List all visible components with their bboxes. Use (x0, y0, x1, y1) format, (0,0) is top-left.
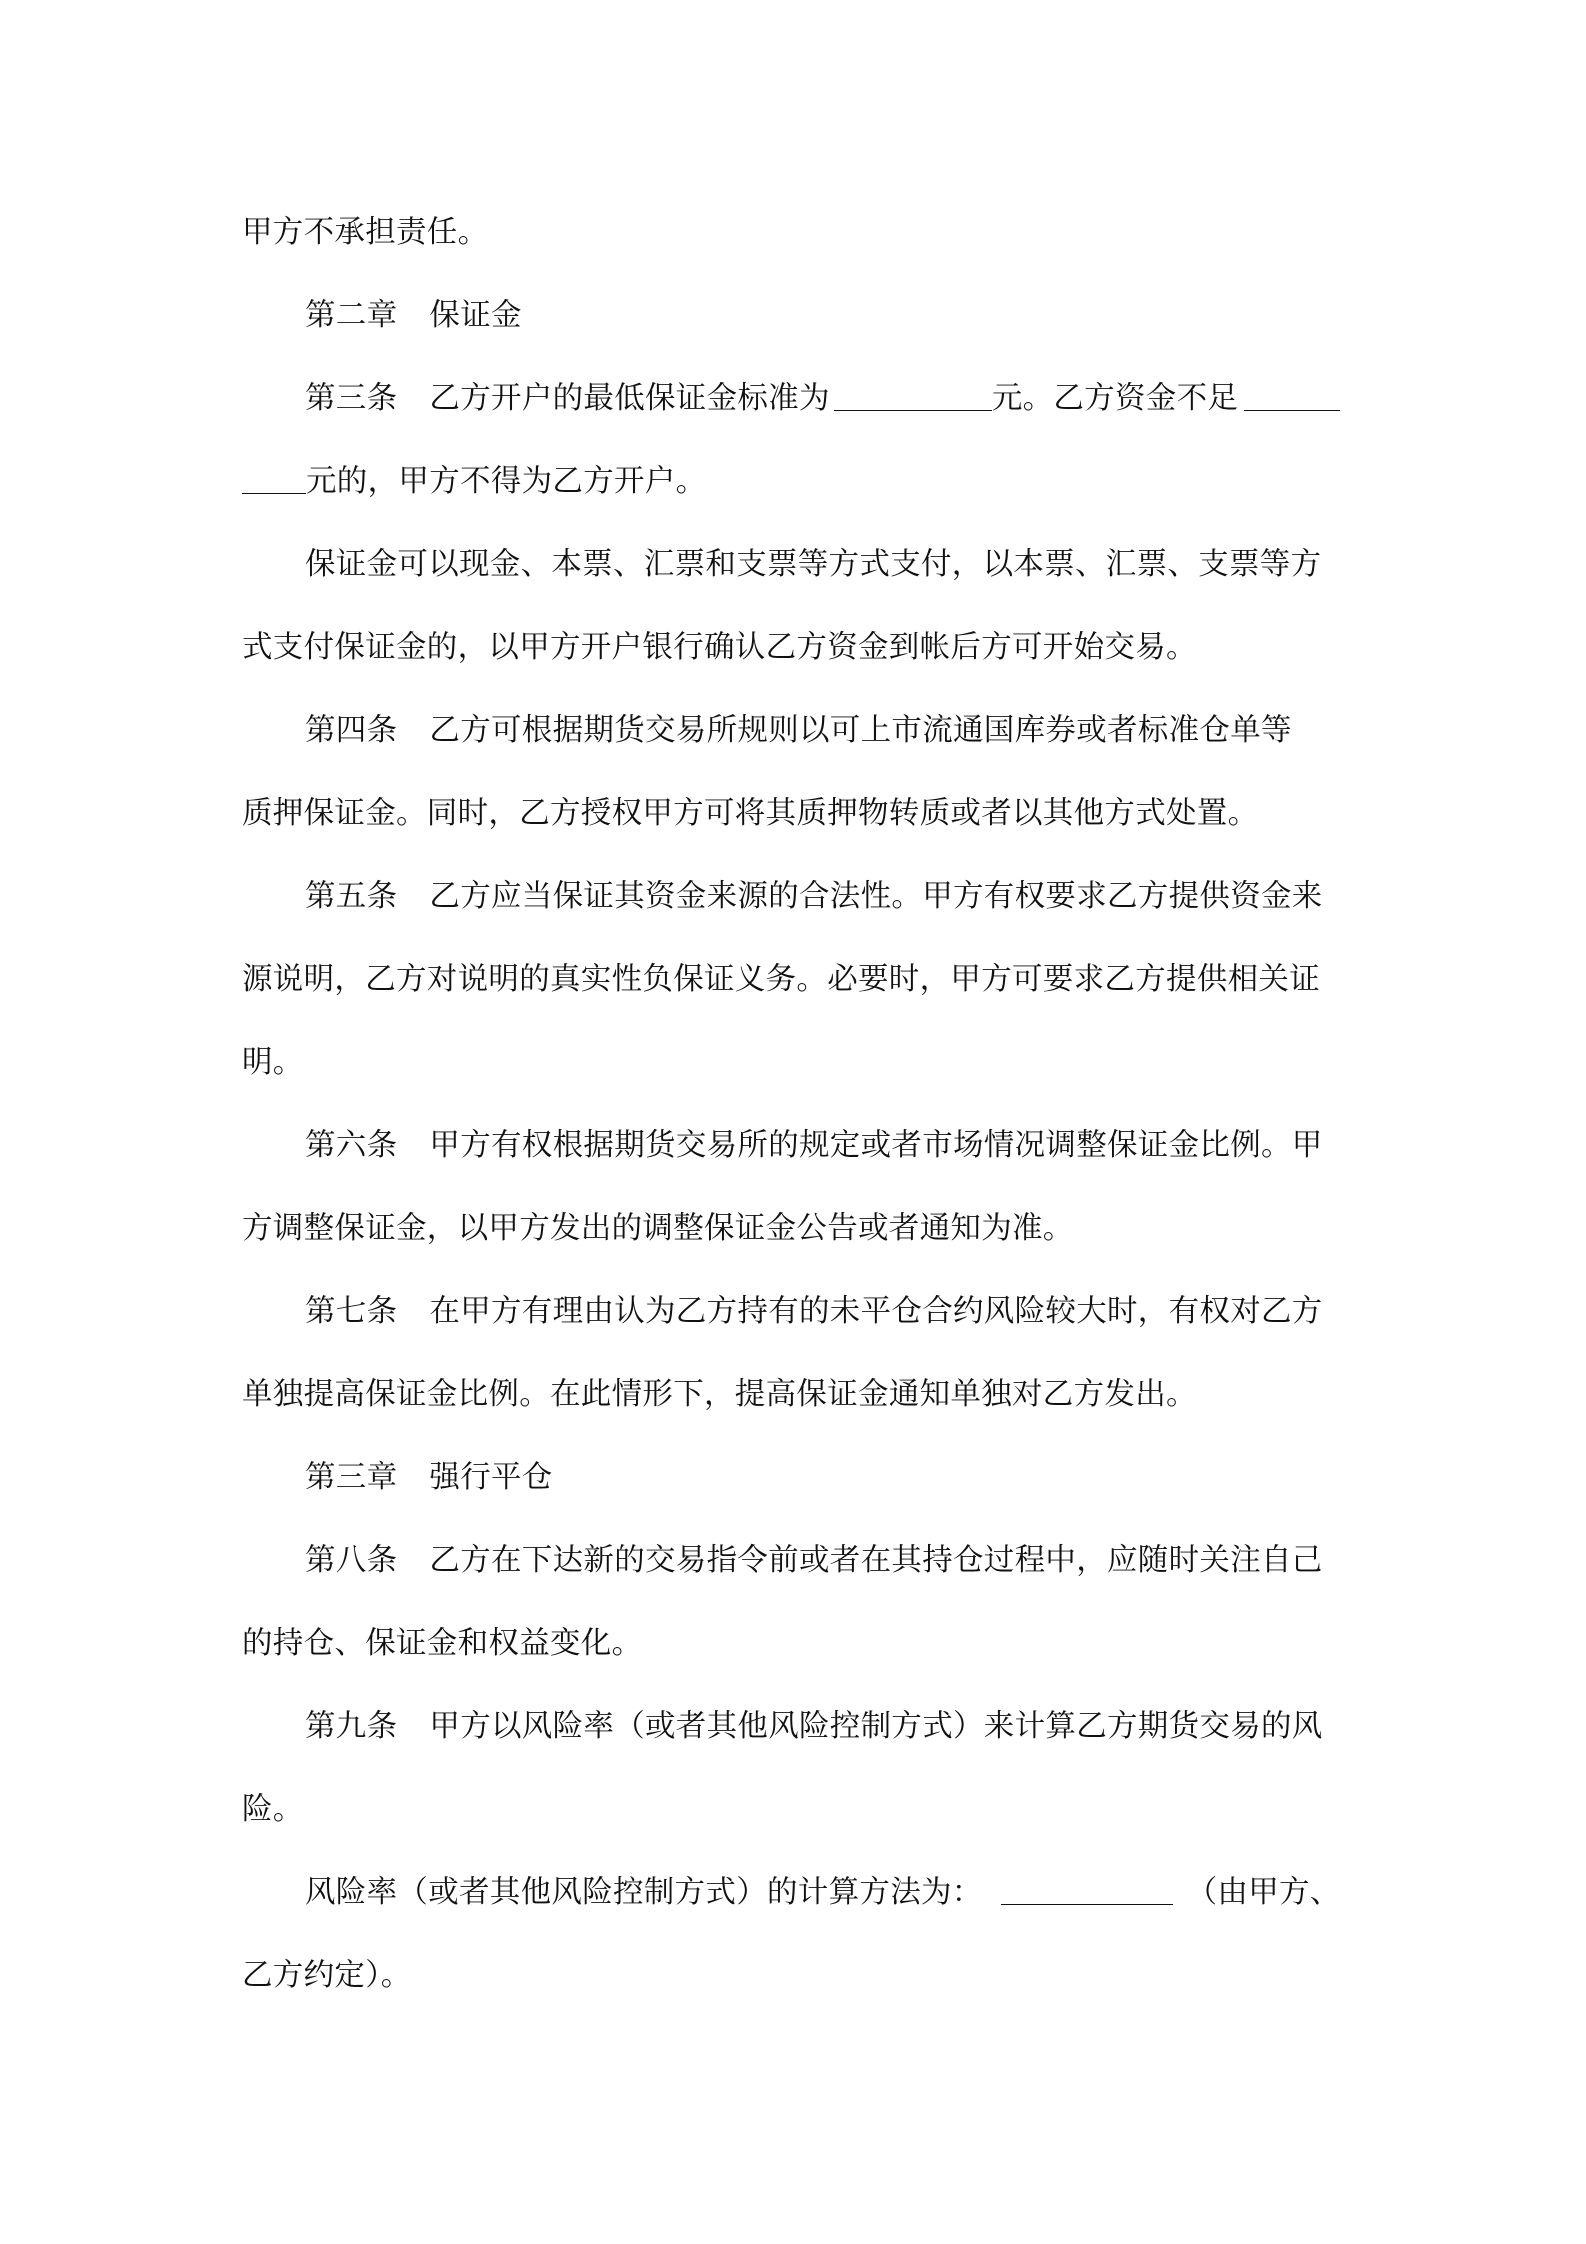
article-4-text-1: 乙方可根据期货交易所规则以可上市流通国库券或者标准仓单等 (429, 713, 1292, 749)
chapter-2-heading (242, 275, 1355, 358)
article-7-text-1: 在甲方有理由认为乙方持有的未平仓合约风险较大时，有权对乙方 (429, 1294, 1323, 1330)
article-6-line-2 (242, 1188, 1355, 1271)
article-5-line-3 (242, 1022, 1355, 1105)
intro-tail-text: 甲方不承担责任。 (242, 215, 489, 251)
article-8-line-1 (242, 1520, 1355, 1603)
article-4-line-1 (242, 690, 1355, 773)
deposit-payment-line-2 (242, 607, 1355, 690)
article-4-text-2: 质押保证金。同时，乙方授权甲方可将其质押物转质或者以其他方式处置。 (242, 796, 1259, 832)
risk-calc-text-1: 风险率（或者其他风险控制方式）的计算方法为： (305, 1875, 983, 1911)
article-8-text-1: 乙方在下达新的交易指令前或者在其持仓过程中，应随时关注自己 (429, 1543, 1323, 1579)
article-4-label: 第四条 (305, 713, 398, 749)
deposit-payment-line-1 (242, 524, 1355, 607)
article-5-text-3: 明。 (242, 1045, 304, 1081)
article-6-label: 第六条 (305, 1128, 398, 1164)
chapter-3-label: 第三章 (305, 1460, 398, 1496)
deposit-payment-text-2: 式支付保证金的，以甲方开户银行确认乙方资金到帐后方可开始交易。 (242, 630, 1197, 666)
article-3-text-1: 乙方开户的最低保证金标准为 (429, 381, 830, 417)
article-5-line-1 (242, 856, 1355, 939)
article-3-label: 第三条 (305, 381, 398, 417)
risk-calc-text-2: （由甲方、 (1186, 1875, 1341, 1911)
article-9-line-2 (242, 1769, 1355, 1852)
article-9-text-2: 险。 (242, 1792, 304, 1828)
article-5-label: 第五条 (305, 879, 398, 915)
deposit-payment-text-1: 保证金可以现金、本票、汇票和支票等方式支付，以本票、汇票、支票等方 (305, 547, 1322, 583)
article-7-line-1 (242, 1271, 1355, 1354)
chapter-2-title: 保证金 (429, 298, 522, 334)
risk-calc-line-1 (242, 1852, 1355, 1935)
insufficient-funds-blank-continued[interactable] (242, 471, 306, 494)
article-9-label: 第九条 (305, 1709, 398, 1745)
risk-calc-line-2 (242, 1935, 1355, 2018)
insufficient-funds-blank[interactable] (1244, 388, 1340, 411)
article-7-text-2: 单独提高保证金比例。在此情形下，提高保证金通知单独对乙方发出。 (242, 1377, 1197, 1413)
article-3-text-3: 元的，甲方不得为乙方开户。 (306, 464, 707, 500)
article-5-line-2 (242, 939, 1355, 1022)
min-deposit-blank[interactable] (834, 388, 992, 411)
chapter-2-label: 第二章 (305, 298, 398, 334)
article-8-label: 第八条 (305, 1543, 398, 1579)
article-8-line-2 (242, 1603, 1355, 1686)
risk-calc-method-blank[interactable] (1001, 1882, 1173, 1905)
article-3-line-2 (242, 441, 1355, 524)
document-page (242, 192, 1355, 2018)
article-6-text-2: 方调整保证金，以甲方发出的调整保证金公告或者通知为准。 (242, 1211, 1074, 1247)
article-3-text-2: 元。乙方资金不足 (991, 381, 1239, 417)
chapter-3-title: 强行平仓 (429, 1460, 553, 1496)
article-5-text-1: 乙方应当保证其资金来源的合法性。甲方有权要求乙方提供资金来 (429, 879, 1323, 915)
article-6-line-1 (242, 1105, 1355, 1188)
article-7-label: 第七条 (305, 1294, 398, 1330)
chapter-3-heading (242, 1437, 1355, 1520)
article-9-line-1 (242, 1686, 1355, 1769)
article-3-line-1 (242, 358, 1355, 441)
article-9-text-1: 甲方以风险率（或者其他风险控制方式）来计算乙方期货交易的风 (429, 1709, 1323, 1745)
risk-calc-text-3: 乙方约定）。 (242, 1958, 412, 1994)
article-5-text-2: 源说明，乙方对说明的真实性负保证义务。必要时，甲方可要求乙方提供相关证 (242, 962, 1320, 998)
article-6-text-1: 甲方有权根据期货交易所的规定或者市场情况调整保证金比例。甲 (429, 1128, 1323, 1164)
article-7-line-2 (242, 1354, 1355, 1437)
article-8-text-2: 的持仓、保证金和权益变化。 (242, 1626, 643, 1662)
article-4-line-2 (242, 773, 1355, 856)
paragraph-line (242, 192, 1355, 275)
